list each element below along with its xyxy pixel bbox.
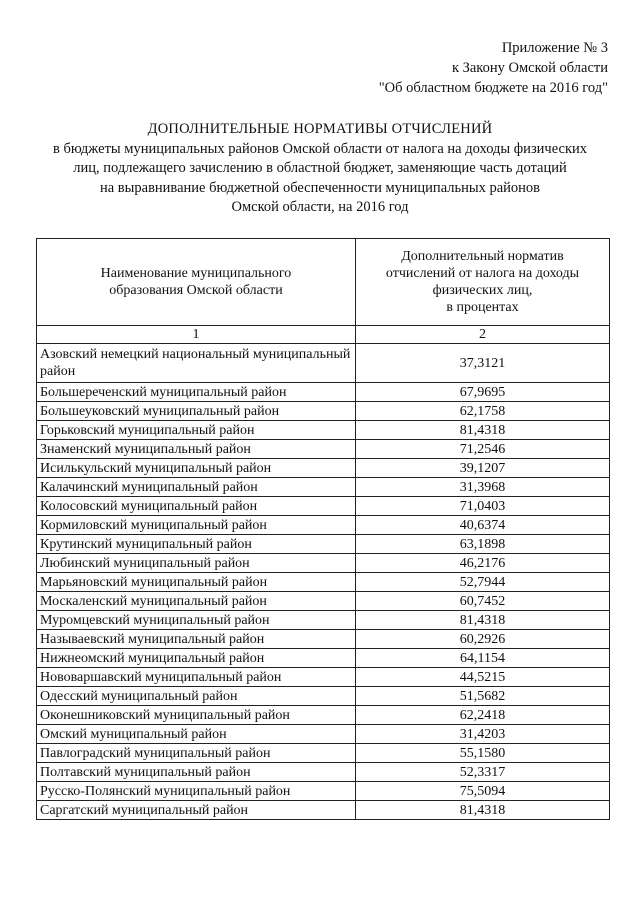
heading-line-2: лиц, подлежащего зачислению в областной бюджет, заменяющие часть дотаций: [73, 160, 567, 176]
rate-value: 52,7944: [356, 573, 610, 592]
municipality-name: Марьяновский муниципальный район: [37, 573, 356, 592]
table-row: [37, 763, 610, 782]
table-row: [37, 440, 610, 459]
table-row: [37, 478, 610, 497]
table-row: [37, 344, 610, 383]
document-heading: [20, 120, 620, 218]
table-row: [37, 706, 610, 725]
table-row: [37, 573, 610, 592]
rate-value: 52,3317: [356, 763, 610, 782]
municipality-name: Нижнеомский муниципальный район: [37, 649, 356, 668]
table-row: [37, 782, 610, 801]
municipality-name: Азовский немецкий национальный муниципальный район: [37, 344, 356, 383]
table-row: [37, 535, 610, 554]
table-header-row: [37, 239, 610, 326]
rate-value: 62,2418: [356, 706, 610, 725]
rate-value: 81,4318: [356, 421, 610, 440]
table-row: [37, 611, 610, 630]
municipality-name: Крутинский муниципальный район: [37, 535, 356, 554]
rate-value: 60,7452: [356, 592, 610, 611]
table-row: [37, 516, 610, 535]
table-row: [37, 459, 610, 478]
municipality-name: Знаменский муниципальный район: [37, 440, 356, 459]
municipality-name: Калачинский муниципальный район: [37, 478, 356, 497]
municipality-name: Муромцевский муниципальный район: [37, 611, 356, 630]
rate-value: 67,9695: [356, 383, 610, 402]
rate-value: 46,2176: [356, 554, 610, 573]
appendix-line-2: к Закону Омской области: [451, 60, 608, 76]
municipality-name: Саргатский муниципальный район: [37, 801, 356, 820]
table-row: [37, 725, 610, 744]
appendix-line-3: "Об областном бюджете на 2016 год": [378, 80, 608, 96]
table-row: [37, 383, 610, 402]
municipality-name: Колосовский муниципальный район: [37, 497, 356, 516]
document-title: ДОПОЛНИТЕЛЬНЫЕ НОРМАТИВЫ ОТЧИСЛЕНИЙ: [147, 121, 493, 137]
municipality-name: Русско-Полянский муниципальный район: [37, 782, 356, 801]
municipality-name: Кормиловский муниципальный район: [37, 516, 356, 535]
municipality-name: Омский муниципальный район: [37, 725, 356, 744]
table-row: [37, 649, 610, 668]
rate-value: 37,3121: [356, 344, 610, 383]
municipality-name: Нововаршавский муниципальный район: [37, 668, 356, 687]
table-row: [37, 744, 610, 763]
column-number-1: 1: [37, 326, 356, 344]
header-municipality-line-2: образования Омской области: [109, 283, 283, 298]
appendix-line-1: Приложение № 3: [501, 40, 608, 56]
appendix-block: [379, 38, 608, 98]
rate-value: 75,5094: [356, 782, 610, 801]
municipality-name: Полтавский муниципальный район: [37, 763, 356, 782]
rate-value: 60,2926: [356, 630, 610, 649]
rate-value: 44,5215: [356, 668, 610, 687]
table-row: [37, 497, 610, 516]
municipality-name: Большеуковский муниципальный район: [37, 402, 356, 421]
table-row: [37, 592, 610, 611]
header-rate-line-2: отчислений от налога на доходы: [385, 266, 580, 281]
header-rate-line-4: в процентах: [446, 300, 519, 315]
rate-value: 63,1898: [356, 535, 610, 554]
municipality-name: Павлоградский муниципальный район: [37, 744, 356, 763]
municipality-name: Называевский муниципальный район: [37, 630, 356, 649]
table-row: [37, 554, 610, 573]
rate-value: 81,4318: [356, 611, 610, 630]
table-row: [37, 668, 610, 687]
rate-value: 55,1580: [356, 744, 610, 763]
table-row: [37, 630, 610, 649]
rate-value: 31,3968: [356, 478, 610, 497]
municipality-name: Большереченский муниципальный район: [37, 383, 356, 402]
rate-value: 51,5682: [356, 687, 610, 706]
rate-value: 71,0403: [356, 497, 610, 516]
rate-value: 39,1207: [356, 459, 610, 478]
header-municipality: [37, 239, 356, 326]
table-row: [37, 421, 610, 440]
rate-value: 71,2546: [356, 440, 610, 459]
municipality-name: Оконешниковский муниципальный район: [37, 706, 356, 725]
heading-line-3: на выравнивание бюджетной обеспеченности муниципальных районов: [99, 179, 541, 196]
header-rate: [356, 239, 610, 326]
municipality-name: Москаленский муниципальный район: [37, 592, 356, 611]
norms-table: [36, 238, 610, 820]
municipality-name: Одесский муниципальный район: [37, 687, 356, 706]
header-rate-line-1: Дополнительный норматив: [401, 249, 564, 264]
column-number-2: 2: [356, 326, 610, 344]
table-body: [37, 344, 610, 820]
municipality-name: Исилькульский муниципальный район: [37, 459, 356, 478]
column-number-row: [37, 326, 610, 344]
rate-value: 31,4203: [356, 725, 610, 744]
rate-value: 62,1758: [356, 402, 610, 421]
rate-value: 81,4318: [356, 801, 610, 820]
municipality-name: Любинский муниципальный район: [37, 554, 356, 573]
heading-line-4: Омской области, на 2016 год: [231, 199, 409, 215]
header-municipality-line-1: Наименование муниципального: [100, 266, 292, 281]
heading-line-1: в бюджеты муниципальных районов Омской области от налога на доходы физических: [52, 140, 588, 157]
table-row: [37, 402, 610, 421]
header-rate-line-3: физических лиц,: [432, 283, 533, 298]
municipality-name: Горьковский муниципальный район: [37, 421, 356, 440]
rate-value: 64,1154: [356, 649, 610, 668]
table-row: [37, 801, 610, 820]
rate-value: 40,6374: [356, 516, 610, 535]
table-row: [37, 687, 610, 706]
